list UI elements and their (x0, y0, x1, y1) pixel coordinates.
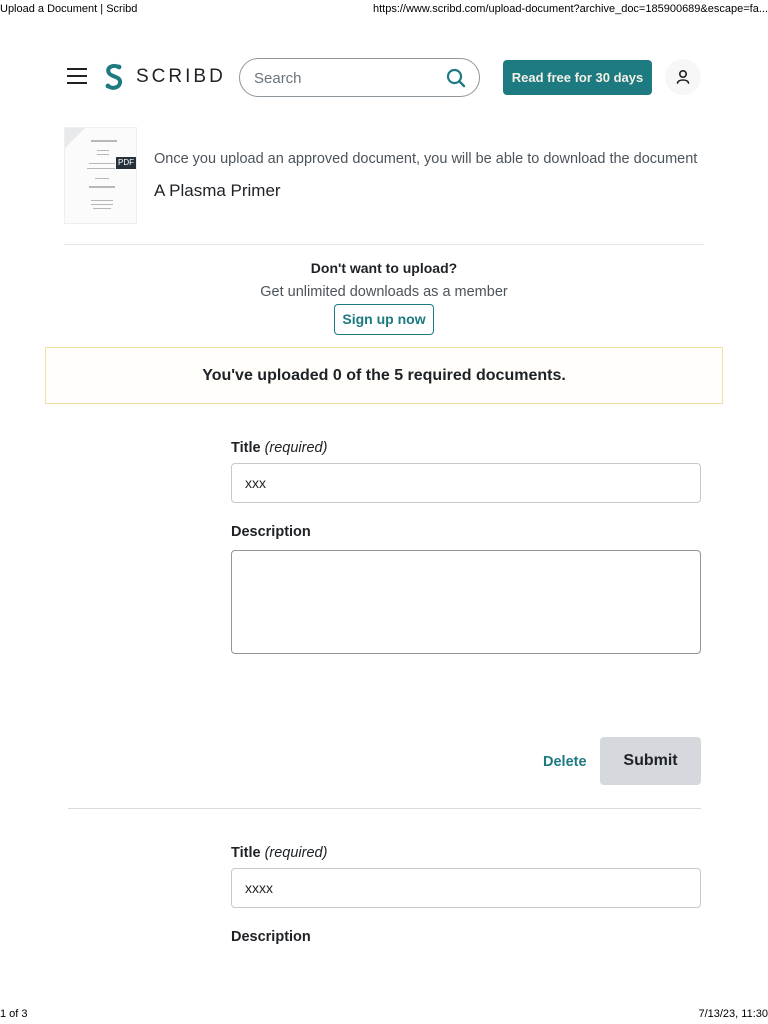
print-datetime: 7/13/23, 11:30 (698, 1008, 768, 1020)
search-input[interactable] (254, 68, 434, 88)
sign-up-button[interactable]: Sign up now (334, 304, 433, 335)
user-icon (674, 68, 692, 86)
read-free-button[interactable]: Read free for 30 days (503, 60, 652, 95)
signup-prompt (0, 260, 768, 335)
form-divider (68, 808, 701, 809)
print-header (0, 0, 768, 18)
menu-icon[interactable] (66, 68, 88, 86)
print-url: https://www.scribd.com/upload-document?archive_doc=185900689&escape=fa... (372, 3, 768, 15)
description-label: Description (231, 524, 311, 540)
search-icon[interactable] (446, 68, 466, 88)
upload-form-1 (231, 440, 701, 654)
submit-button[interactable]: Submit (600, 737, 701, 785)
title-input[interactable] (231, 463, 701, 503)
print-page-number: 1 of 3 (0, 1008, 28, 1020)
upload-form-2 (231, 845, 701, 945)
upload-progress-banner: You've uploaded 0 of the 5 required documents. (45, 347, 723, 404)
document-info (64, 127, 704, 245)
title-input[interactable] (231, 868, 701, 908)
description-label: Description (231, 929, 311, 945)
upload-note: Once you upload an approved document, you will be able to download the document (154, 151, 698, 167)
logo-wordmark: SCRIBD (136, 66, 226, 87)
title-label: Title (required) (231, 440, 328, 456)
document-thumbnail (64, 127, 137, 224)
print-page-title: Upload a Document | Scribd (0, 3, 138, 15)
search-box (239, 58, 480, 97)
signup-subtitle: Get unlimited downloads as a member (260, 284, 508, 300)
print-footer (0, 1008, 768, 1024)
signup-question: Don't want to upload? (310, 260, 458, 276)
scribd-logo[interactable] (102, 62, 226, 92)
description-textarea[interactable] (231, 550, 701, 654)
user-account-button[interactable] (665, 59, 701, 95)
document-title[interactable]: A Plasma Primer (154, 181, 281, 200)
top-navigation (66, 58, 702, 98)
delete-button[interactable]: Delete (543, 754, 587, 770)
scribd-s-icon (102, 63, 126, 91)
pdf-badge: PDF (118, 158, 134, 167)
title-label: Title (required) (231, 845, 328, 861)
